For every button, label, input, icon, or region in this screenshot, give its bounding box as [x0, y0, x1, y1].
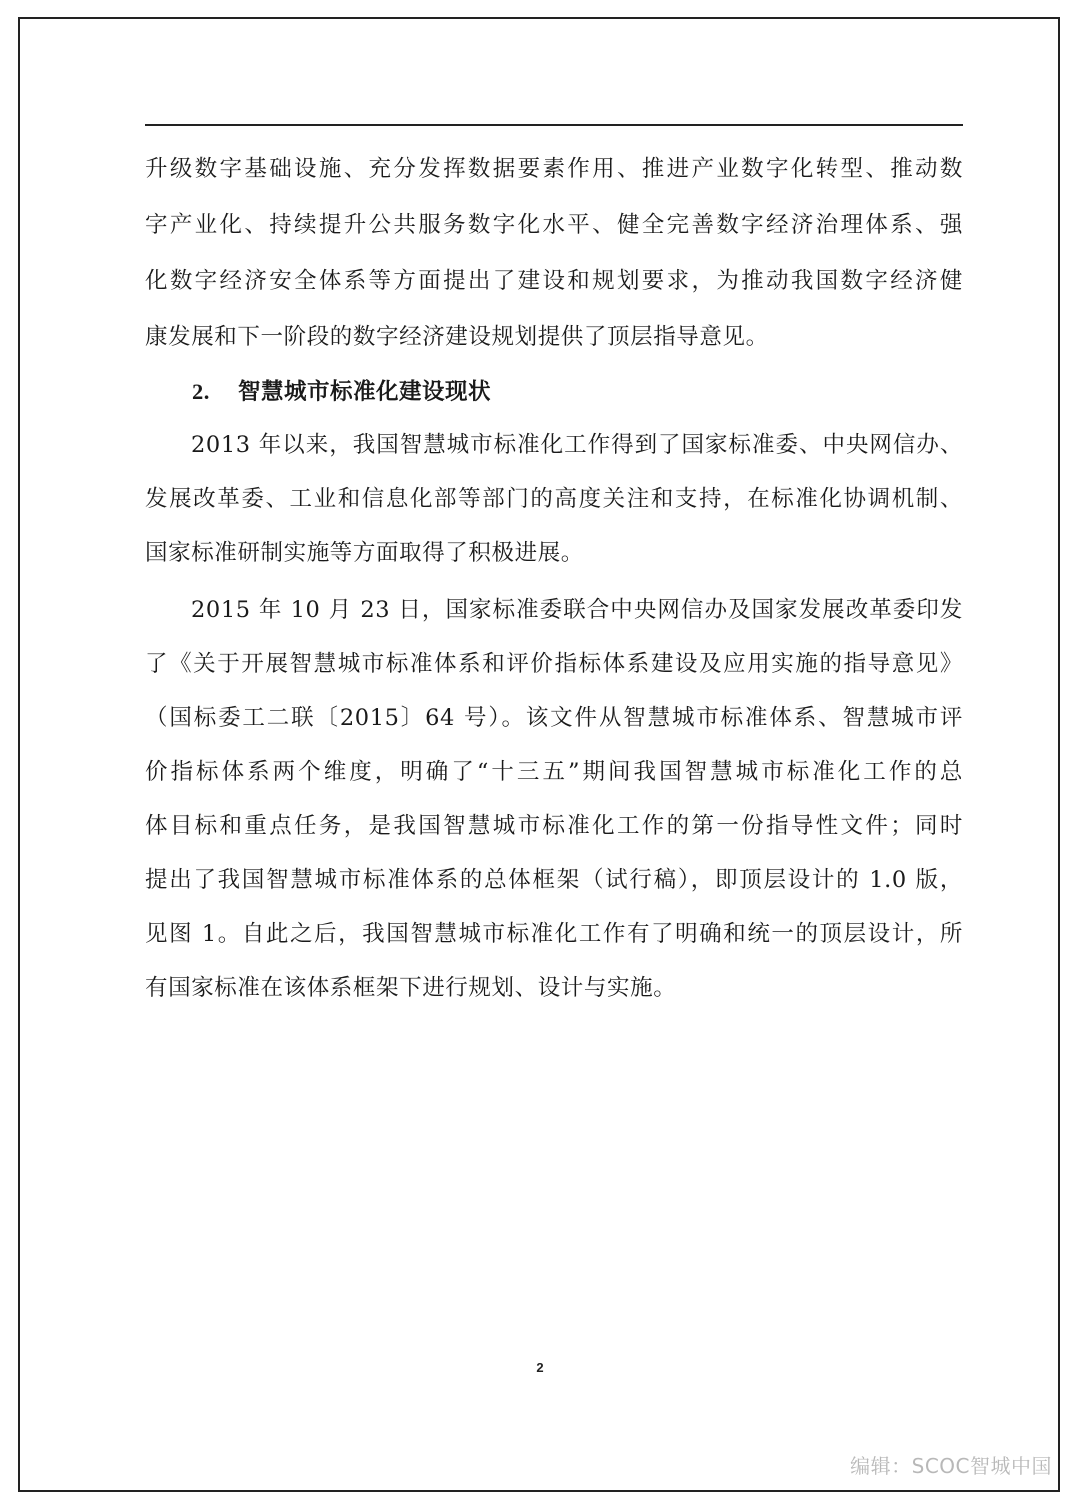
paragraph-3-line: 体目标和重点任务，是我国智慧城市标准化工作的第一份指导性文件；同时 [145, 813, 963, 839]
paragraph-1-line: 化数字经济安全体系等方面提出了建设和规划要求，为推动我国数字经济健 [145, 268, 963, 294]
paragraph-3-line: 2015 年 10 月 23 日，国家标准委联合中央网信办及国家发展改革委印发 [191, 597, 963, 623]
section-title: 智慧城市标准化建设现状 [238, 379, 492, 405]
paragraph-1-line: 字产业化、持续提升公共服务数字化水平、健全完善数字经济治理体系、强 [145, 212, 963, 238]
paragraph-3-line: （国标委工二联〔2015〕64 号）。该文件从智慧城市标准体系、智慧城市评 [145, 705, 963, 731]
section-heading [192, 374, 491, 406]
watermark: 编辑：SCOC智城中国 [850, 1454, 1052, 1478]
paragraph-3-line: 提出了我国智慧城市标准体系的总体框架（试行稿），即顶层设计的 1.0 版， [145, 867, 963, 893]
paragraph-3-line: 见图 1。自此之后，我国智慧城市标准化工作有了明确和统一的顶层设计，所 [145, 921, 963, 947]
header-rule [145, 124, 963, 126]
paragraph-3-line: 价指标体系两个维度，明确了“十三五”期间我国智慧城市标准化工作的总 [145, 759, 963, 785]
paragraph-2-line: 2013 年以来，我国智慧城市标准化工作得到了国家标准委、中央网信办、 [191, 432, 963, 458]
paragraph-1-line: 升级数字基础设施、充分发挥数据要素作用、推进产业数字化转型、推动数 [145, 156, 963, 182]
paragraph-1-line: 康发展和下一阶段的数字经济建设规划提供了顶层指导意见。 [145, 324, 769, 350]
paragraph-3-line: 了《关于开展智慧城市标准体系和评价指标体系建设及应用实施的指导意见》 [145, 651, 963, 677]
paragraph-2-line: 国家标准研制实施等方面取得了积极进展。 [145, 540, 584, 566]
section-number: 2. [192, 379, 210, 404]
paragraph-3-line: 有国家标准在该体系框架下进行规划、设计与实施。 [145, 975, 677, 1001]
page-number: 2 [536, 1360, 544, 1375]
paragraph-2-line: 发展改革委、工业和信息化部等部门的高度关注和支持，在标准化协调机制、 [145, 486, 963, 512]
